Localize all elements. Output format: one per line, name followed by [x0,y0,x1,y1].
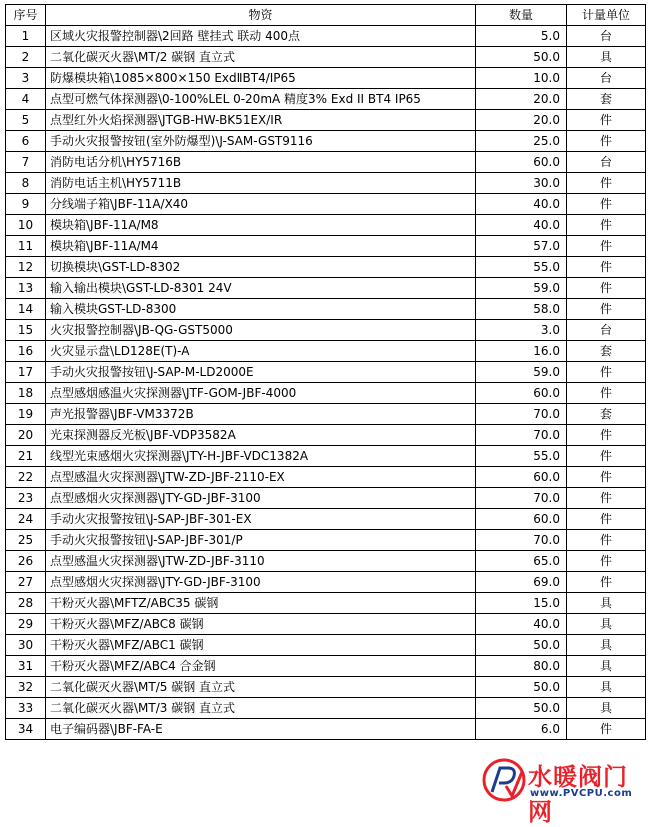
table-row [6,236,646,257]
table-row [6,572,646,593]
table-row [6,614,646,635]
row-no: 25 [6,530,46,551]
row-unit: 台 [567,26,646,47]
row-unit: 件 [567,173,646,194]
table-row [6,467,646,488]
row-item: 光束探测器反光板\JBF-VDP3582A [46,425,476,446]
row-qty: 50.0 [476,698,567,719]
watermark-url: www.PVCPU.com [530,788,633,799]
row-item: 消防电话主机\HY5711B [46,173,476,194]
row-no: 7 [6,152,46,173]
row-unit: 具 [567,47,646,68]
row-qty: 50.0 [476,677,567,698]
table-row [6,257,646,278]
row-item: 模块箱\JBF-11A/M4 [46,236,476,257]
row-item: 手动火灾报警按钮(室外防爆型)\J-SAM-GST9116 [46,131,476,152]
row-no: 22 [6,467,46,488]
row-qty: 20.0 [476,89,567,110]
row-item: 点型感烟感温火灾探测器\JTF-GOM-JBF-4000 [46,383,476,404]
row-no: 31 [6,656,46,677]
row-item: 干粉灭火器\MFZ/ABC1 碳钢 [46,635,476,656]
row-item: 消防电话分机\HY5716B [46,152,476,173]
row-item: 模块箱\JBF-11A/M8 [46,215,476,236]
row-item: 点型感烟火灾探测器\JTY-GD-JBF-3100 [46,488,476,509]
row-unit: 件 [567,383,646,404]
row-item: 防爆模块箱\1085×800×150 ExdⅡBT4/IP65 [46,68,476,89]
table-row [6,26,646,47]
row-no: 14 [6,299,46,320]
row-item: 区域火灾报警控制器\2回路 壁挂式 联动 400点 [46,26,476,47]
row-qty: 70.0 [476,404,567,425]
row-item: 切换模块\GST-LD-8302 [46,257,476,278]
row-no: 12 [6,257,46,278]
row-unit: 套 [567,341,646,362]
row-unit: 件 [567,131,646,152]
row-unit: 具 [567,698,646,719]
row-no: 4 [6,89,46,110]
row-qty: 40.0 [476,194,567,215]
row-qty: 58.0 [476,299,567,320]
row-no: 16 [6,341,46,362]
row-item: 输入输出模块\GST-LD-8301 24V [46,278,476,299]
row-qty: 70.0 [476,530,567,551]
row-no: 17 [6,362,46,383]
header-no: 序号 [6,5,46,26]
row-qty: 59.0 [476,278,567,299]
row-unit: 台 [567,68,646,89]
row-unit: 具 [567,635,646,656]
table-row [6,215,646,236]
table-row [6,383,646,404]
row-no: 28 [6,593,46,614]
table-row [6,404,646,425]
row-qty: 57.0 [476,236,567,257]
row-item: 声光报警器\JBF-VM3372B [46,404,476,425]
row-no: 18 [6,383,46,404]
row-qty: 50.0 [476,635,567,656]
row-item: 线型光束感烟火灾探测器\JTY-H-JBF-VDC1382A [46,446,476,467]
row-no: 27 [6,572,46,593]
row-unit: 件 [567,530,646,551]
row-unit: 件 [567,299,646,320]
row-item: 二氧化碳灭火器\MT/5 碳钢 直立式 [46,677,476,698]
row-no: 15 [6,320,46,341]
row-qty: 16.0 [476,341,567,362]
row-unit: 件 [567,215,646,236]
row-qty: 3.0 [476,320,567,341]
row-no: 13 [6,278,46,299]
table-row [6,488,646,509]
row-qty: 55.0 [476,446,567,467]
table-row [6,656,646,677]
table-row [6,530,646,551]
row-item: 分线端子箱\JBF-11A/X40 [46,194,476,215]
row-item: 点型红外火焰探测器\JTGB-HW-BK51EX/IR [46,110,476,131]
table-row [6,446,646,467]
table-row [6,677,646,698]
row-no: 3 [6,68,46,89]
row-item: 点型可燃气体探测器\0-100%LEL 0-20mA 精度3% Exd II BT4 IP65 [46,89,476,110]
row-qty: 60.0 [476,383,567,404]
row-qty: 30.0 [476,173,567,194]
table-row [6,278,646,299]
table-row [6,635,646,656]
row-no: 2 [6,47,46,68]
row-item: 点型感温火灾探测器\JTW-ZD-JBF-3110 [46,551,476,572]
row-no: 29 [6,614,46,635]
row-no: 1 [6,26,46,47]
table-row [6,47,646,68]
row-unit: 具 [567,656,646,677]
table-row [6,194,646,215]
table-body [6,26,646,740]
row-item: 火灾报警控制器\JB-QG-GST5000 [46,320,476,341]
row-qty: 80.0 [476,656,567,677]
row-unit: 件 [567,425,646,446]
row-unit: 件 [567,572,646,593]
row-unit: 台 [567,320,646,341]
row-unit: 具 [567,677,646,698]
table-header-row [6,5,646,26]
row-qty: 59.0 [476,362,567,383]
row-unit: 件 [567,488,646,509]
row-qty: 70.0 [476,425,567,446]
row-qty: 70.0 [476,488,567,509]
row-qty: 15.0 [476,593,567,614]
watermark-name: 水暖阀门网 [528,763,628,826]
row-qty: 10.0 [476,68,567,89]
row-qty: 25.0 [476,131,567,152]
row-item: 手动火灾报警按钮\J-SAP-JBF-301/P [46,530,476,551]
table-row [6,719,646,740]
row-no: 34 [6,719,46,740]
table-row [6,509,646,530]
row-unit: 件 [567,194,646,215]
row-no: 10 [6,215,46,236]
row-unit: 件 [567,110,646,131]
row-no: 32 [6,677,46,698]
row-qty: 6.0 [476,719,567,740]
row-qty: 65.0 [476,551,567,572]
row-no: 5 [6,110,46,131]
header-qty: 数量 [476,5,567,26]
row-unit: 件 [567,467,646,488]
table-row [6,299,646,320]
table-row [6,425,646,446]
row-item: 电子编码器\JBF-FA-E [46,719,476,740]
row-item: 点型感烟火灾探测器\JTY-GD-JBF-3100 [46,572,476,593]
row-item: 手动火灾报警按钮\J-SAP-M-LD2000E [46,362,476,383]
row-item: 输入模块GST-LD-8300 [46,299,476,320]
header-item: 物资 [46,5,476,26]
row-no: 9 [6,194,46,215]
row-unit: 件 [567,719,646,740]
table-row [6,152,646,173]
header-unit: 计量单位 [567,5,646,26]
row-no: 20 [6,425,46,446]
row-item: 干粉灭火器\MFTZ/ABC35 碳钢 [46,593,476,614]
table-row [6,173,646,194]
row-no: 19 [6,404,46,425]
row-item: 干粉灭火器\MFZ/ABC4 合金钢 [46,656,476,677]
row-unit: 件 [567,551,646,572]
row-qty: 5.0 [476,26,567,47]
table-row [6,341,646,362]
row-unit: 套 [567,404,646,425]
row-no: 33 [6,698,46,719]
row-qty: 20.0 [476,110,567,131]
row-no: 8 [6,173,46,194]
table-row [6,110,646,131]
row-item: 点型感温火灾探测器\JTW-ZD-JBF-2110-EX [46,467,476,488]
table-row [6,89,646,110]
row-qty: 40.0 [476,215,567,236]
row-unit: 件 [567,362,646,383]
table-row [6,68,646,89]
row-unit: 件 [567,236,646,257]
row-no: 6 [6,131,46,152]
row-no: 21 [6,446,46,467]
table-row [6,320,646,341]
row-unit: 件 [567,257,646,278]
row-no: 26 [6,551,46,572]
table-row [6,551,646,572]
row-item: 二氧化碳灭火器\MT/3 碳钢 直立式 [46,698,476,719]
row-unit: 件 [567,509,646,530]
row-no: 23 [6,488,46,509]
table-row [6,362,646,383]
row-no: 24 [6,509,46,530]
row-unit: 件 [567,278,646,299]
row-qty: 50.0 [476,47,567,68]
row-unit: 件 [567,446,646,467]
table-row [6,131,646,152]
row-item: 干粉灭火器\MFZ/ABC8 碳钢 [46,614,476,635]
row-item: 手动火灾报警按钮\J-SAP-JBF-301-EX [46,509,476,530]
row-unit: 具 [567,593,646,614]
row-qty: 40.0 [476,614,567,635]
table-row [6,593,646,614]
row-no: 11 [6,236,46,257]
row-qty: 60.0 [476,467,567,488]
row-no: 30 [6,635,46,656]
row-qty: 60.0 [476,152,567,173]
row-unit: 具 [567,614,646,635]
row-unit: 台 [567,152,646,173]
row-item: 二氧化碳灭火器\MT/2 碳钢 直立式 [46,47,476,68]
table-row [6,698,646,719]
row-qty: 55.0 [476,257,567,278]
row-qty: 60.0 [476,509,567,530]
row-item: 火灾显示盘\LD128E(T)-A [46,341,476,362]
row-unit: 套 [567,89,646,110]
materials-table [5,4,646,740]
row-qty: 69.0 [476,572,567,593]
